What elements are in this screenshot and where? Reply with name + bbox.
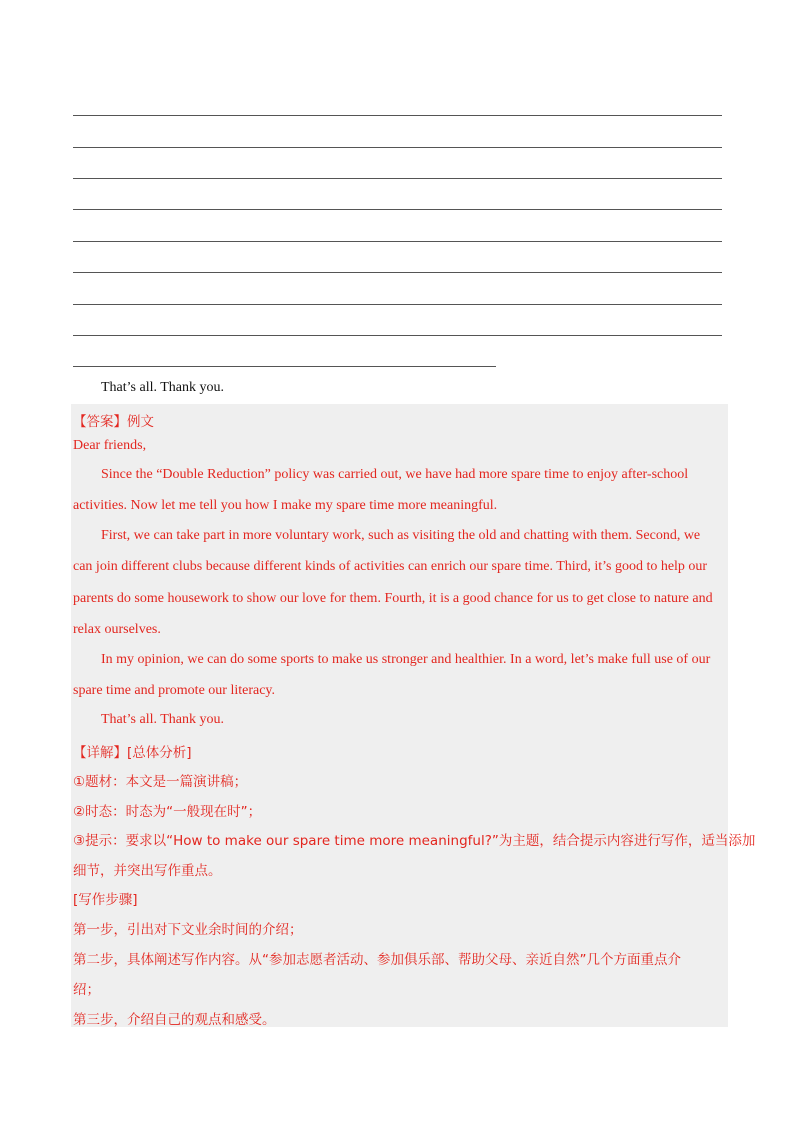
- analysis-item: ②时态：时态为“一般现在时”；: [73, 804, 262, 820]
- analysis-label: 【详解】[总体分析]: [73, 745, 192, 761]
- writing-line: [73, 178, 722, 179]
- writing-line: [73, 241, 722, 242]
- analysis-item: ①题材：本文是一篇演讲稿；: [73, 774, 248, 790]
- paragraph-2-line: parents do some housework to show our love for them. Fourth, it is a good chance for us to get close to nature and: [73, 591, 713, 606]
- step-item: 第一步，引出对下文业余时间的介绍；: [73, 922, 303, 938]
- paragraph-3-line: In my opinion, we can do some sports to make us stronger and healthier. In a word, let’s make full use of our: [101, 652, 711, 667]
- paragraph-1-line: Since the “Double Reduction” policy was carried out, we have had more spare time to enjoy after-school: [101, 467, 689, 482]
- writing-line: [73, 304, 722, 305]
- closing-sentence: That’s all. Thank you.: [101, 712, 224, 727]
- step-item: 第二步，具体阐述写作内容。从“参加志愿者活动、参加俱乐部、帮助父母、亲近自然”几个方面重点介: [73, 952, 681, 968]
- paragraph-2-line: First, we can take part in more voluntary work, such as visiting the old and chatting with them. Second, we: [101, 528, 701, 543]
- salutation: Dear friends,: [73, 438, 147, 453]
- paragraph-1-line: activities. Now let me tell you how I make my spare time more meaningful.: [73, 498, 498, 513]
- writing-line: [73, 115, 722, 116]
- writing-line: [73, 147, 722, 148]
- steps-label: [写作步骤]: [73, 892, 138, 908]
- paragraph-3-line: spare time and promote our literacy.: [73, 683, 276, 698]
- analysis-item: ③提示：要求以“How to make our spare time more meaningful?”为主题，结合提示内容进行写作，适当添加: [73, 833, 756, 849]
- step-item: 第三步，介绍自己的观点和感受。: [73, 1012, 276, 1028]
- writing-line-short: [73, 366, 496, 367]
- analysis-item: 细节，并突出写作重点。: [73, 863, 222, 879]
- paragraph-2-line: can join different clubs because different kinds of activities can enrich our spare time. Third, it’s good to help our: [73, 559, 708, 574]
- answer-label: 【答案】例文: [73, 414, 154, 430]
- writing-line: [73, 209, 722, 210]
- step-item: 绍；: [73, 982, 100, 998]
- writing-line: [73, 335, 722, 336]
- closing-sentence: That’s all. Thank you.: [101, 380, 224, 395]
- writing-line: [73, 272, 722, 273]
- paragraph-2-line: relax ourselves.: [73, 622, 161, 637]
